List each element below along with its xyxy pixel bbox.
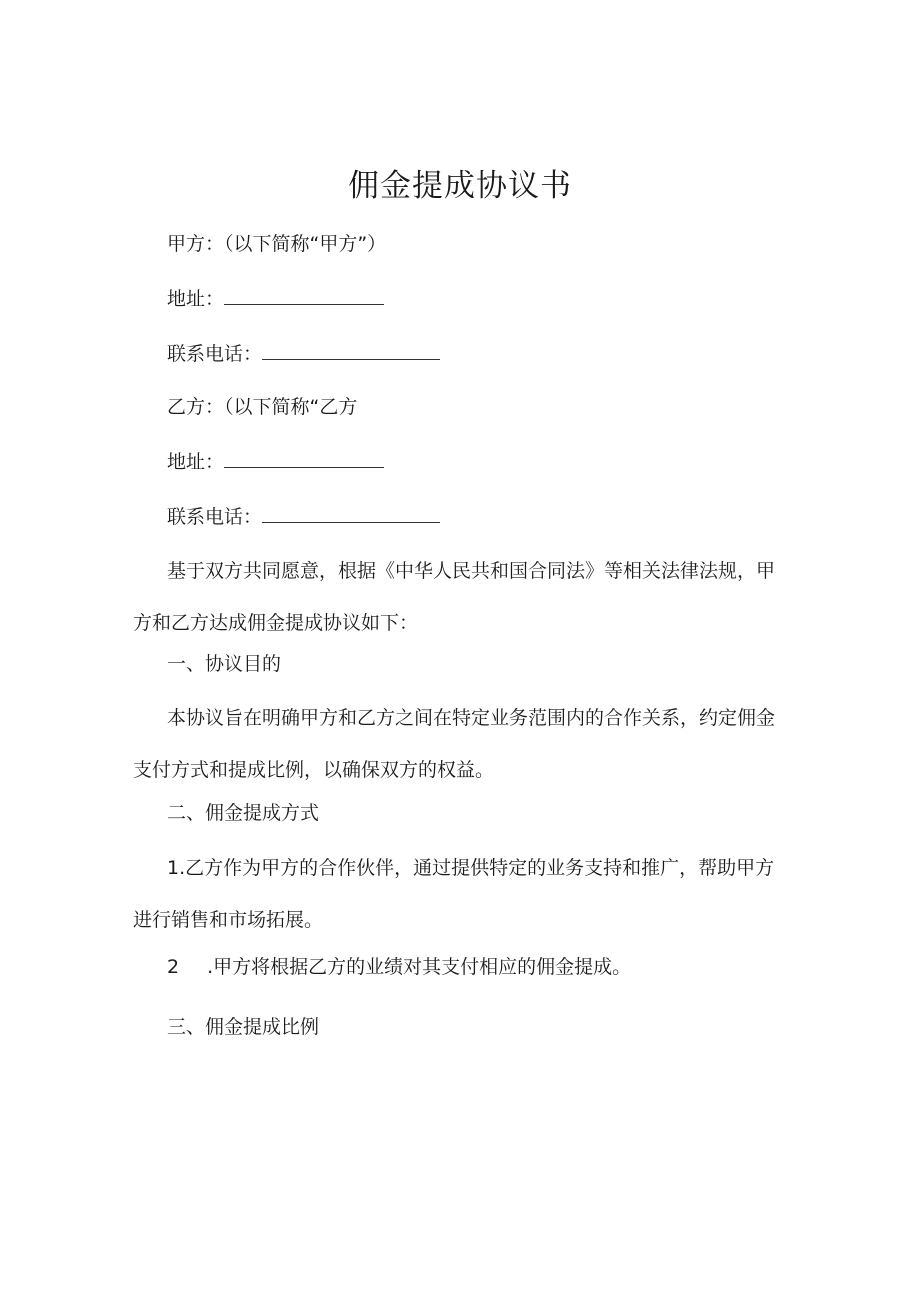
party-b-address-blank[interactable] (224, 447, 384, 468)
party-a-address-row (167, 284, 384, 313)
section-1-body: 本协议旨在明确甲方和乙方之间在特定业务范围内的合作关系，约定佣金支付方式和提成比例，以确保双方的权益。 (133, 707, 776, 781)
party-b-phone-label: 联系电话： (167, 506, 263, 528)
preamble-paragraph: 基于双方共同愿意，根据《中华人民共和国合同法》等相关法律法规，甲方和乙方达成佣金提成协议如下： (133, 560, 776, 634)
party-a-phone-blank[interactable] (262, 339, 440, 360)
party-a-address-label: 地址： (167, 288, 225, 310)
document-title: 佣金提成协议书 (348, 168, 572, 204)
section-2-heading: 二、佣金提成方式 (167, 802, 320, 824)
party-a-address-blank[interactable] (224, 284, 384, 305)
section-3-heading: 三、佣金提成比例 (167, 1016, 320, 1038)
section-1-heading: 一、协议目的 (167, 653, 282, 675)
section-2-item-1-number: 1 (167, 857, 180, 879)
section-2-item-2 (167, 953, 631, 981)
section-2-item-2-number: 2 (167, 956, 180, 978)
party-a-phone-row (167, 339, 440, 368)
party-b-address-row (167, 447, 384, 476)
party-b-phone-blank[interactable] (262, 502, 440, 523)
party-a-label: 甲方：（以下简称“甲方”） (167, 233, 387, 255)
section-2-item-1 (133, 842, 793, 946)
party-b-label: 乙方：（以下简称“乙方 (167, 396, 358, 418)
section-2-item-1-text: .乙方作为甲方的合作伙伴，通过提供特定的业务支持和推广，帮助甲方进行销售和市场拓展。 (133, 857, 775, 931)
party-b-address-label: 地址： (167, 451, 225, 473)
party-a-phone-label: 联系电话： (167, 343, 263, 365)
party-b-phone-row (167, 502, 440, 531)
section-2-item-2-text: .甲方将根据乙方的业绩对其支付相应的佣金提成。 (207, 956, 632, 978)
